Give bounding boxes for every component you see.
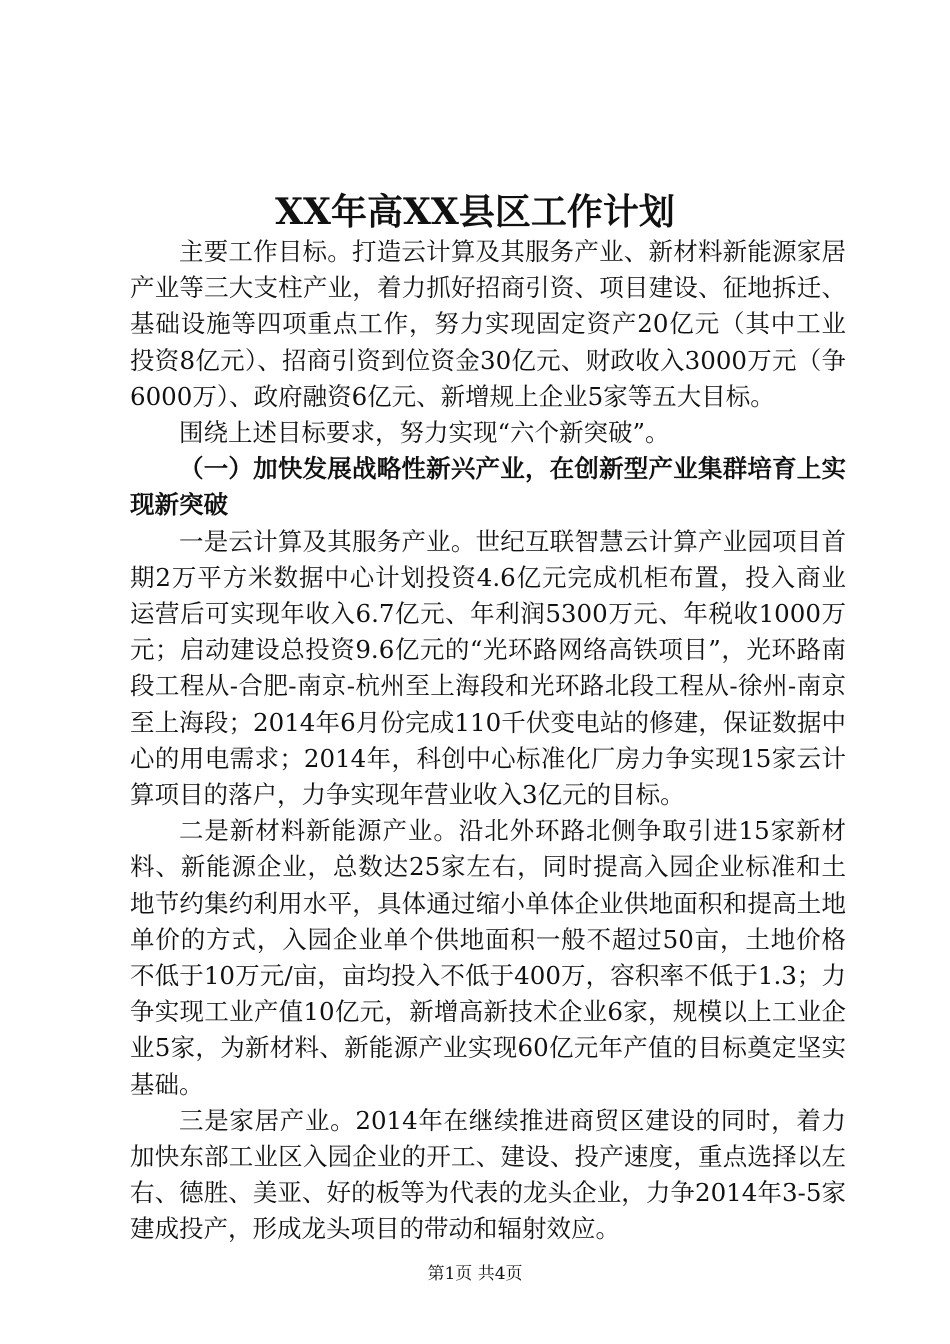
document-body: [130, 234, 846, 1248]
section-heading-1: （一）加快发展战略性新兴产业，在创新型产业集群培育上实现新突破: [130, 454, 846, 520]
paragraph-new-materials: 二是新材料新能源产业。沿北外环路北侧争取引进15家新材料、新能源企业，总数达25家左右，同时提高入园企业标准和土地节约集约利用水平，具体通过缩小单体企业供地面积和提高土地单价的方式，入园企业单个供地面积一般不超过50亩，土地价格不低于10万元/亩，亩均投入不低于400万，容积率不低于1.3；力争实现工业产值10亿元，新增高新技术企业6家，规模以上工业企业5家，为新材料、新能源产业实现60亿元年产值的目标奠定坚实基础。: [130, 816, 846, 1099]
page-footer: 第1页 共4页: [427, 1264, 523, 1284]
paragraph-home-furnishing: 三是家居产业。2014年在继续推进商贸区建设的同时，着力加快东部工业区入园企业的开工、建设、投产速度，重点选择以左右、德胜、美亚、好的板等为代表的龙头企业，力争2014年3-5家建成投产，形成龙头项目的带动和辐射效应。: [130, 1105, 846, 1244]
paragraph-goals: 主要工作目标。打造云计算及其服务产业、新材料新能源家居产业等三大支柱产业，着力抓好招商引资、项目建设、征地拆迁、基础设施等四项重点工作，努力实现固定资产20亿元（其中工业投资8亿元）、招商引资到位资金30亿元、财政收入3000万元（争6000万）、政府融资6亿元、新增规上企业5家等五大目标。: [130, 237, 846, 411]
document-title: XX年高XX县区工作计划: [275, 191, 675, 233]
paragraph-six-breakthroughs: 围绕上述目标要求，努力实现“六个新突破”。: [179, 418, 670, 448]
paragraph-cloud-computing: 一是云计算及其服务产业。世纪互联智慧云计算产业园项目首期2万平方米数据中心计划投资4.6亿元完成机柜布置，投入商业运营后可实现年收入6.7亿元、年利润5300万元、年税收1000万元；启动建设总投资9.6亿元的“光环路网络高铁项目”，光环路南段工程从-合肥-南京-杭州至上海段和光环路北段工程从-徐州-南京至上海段；2014年6月份完成110千伏变电站的修建，保证数据中心的用电需求；2014年，科创中心标准化厂房力争实现15家云计算项目的落户，力争实现年营业收入3亿元的目标。: [130, 526, 846, 810]
